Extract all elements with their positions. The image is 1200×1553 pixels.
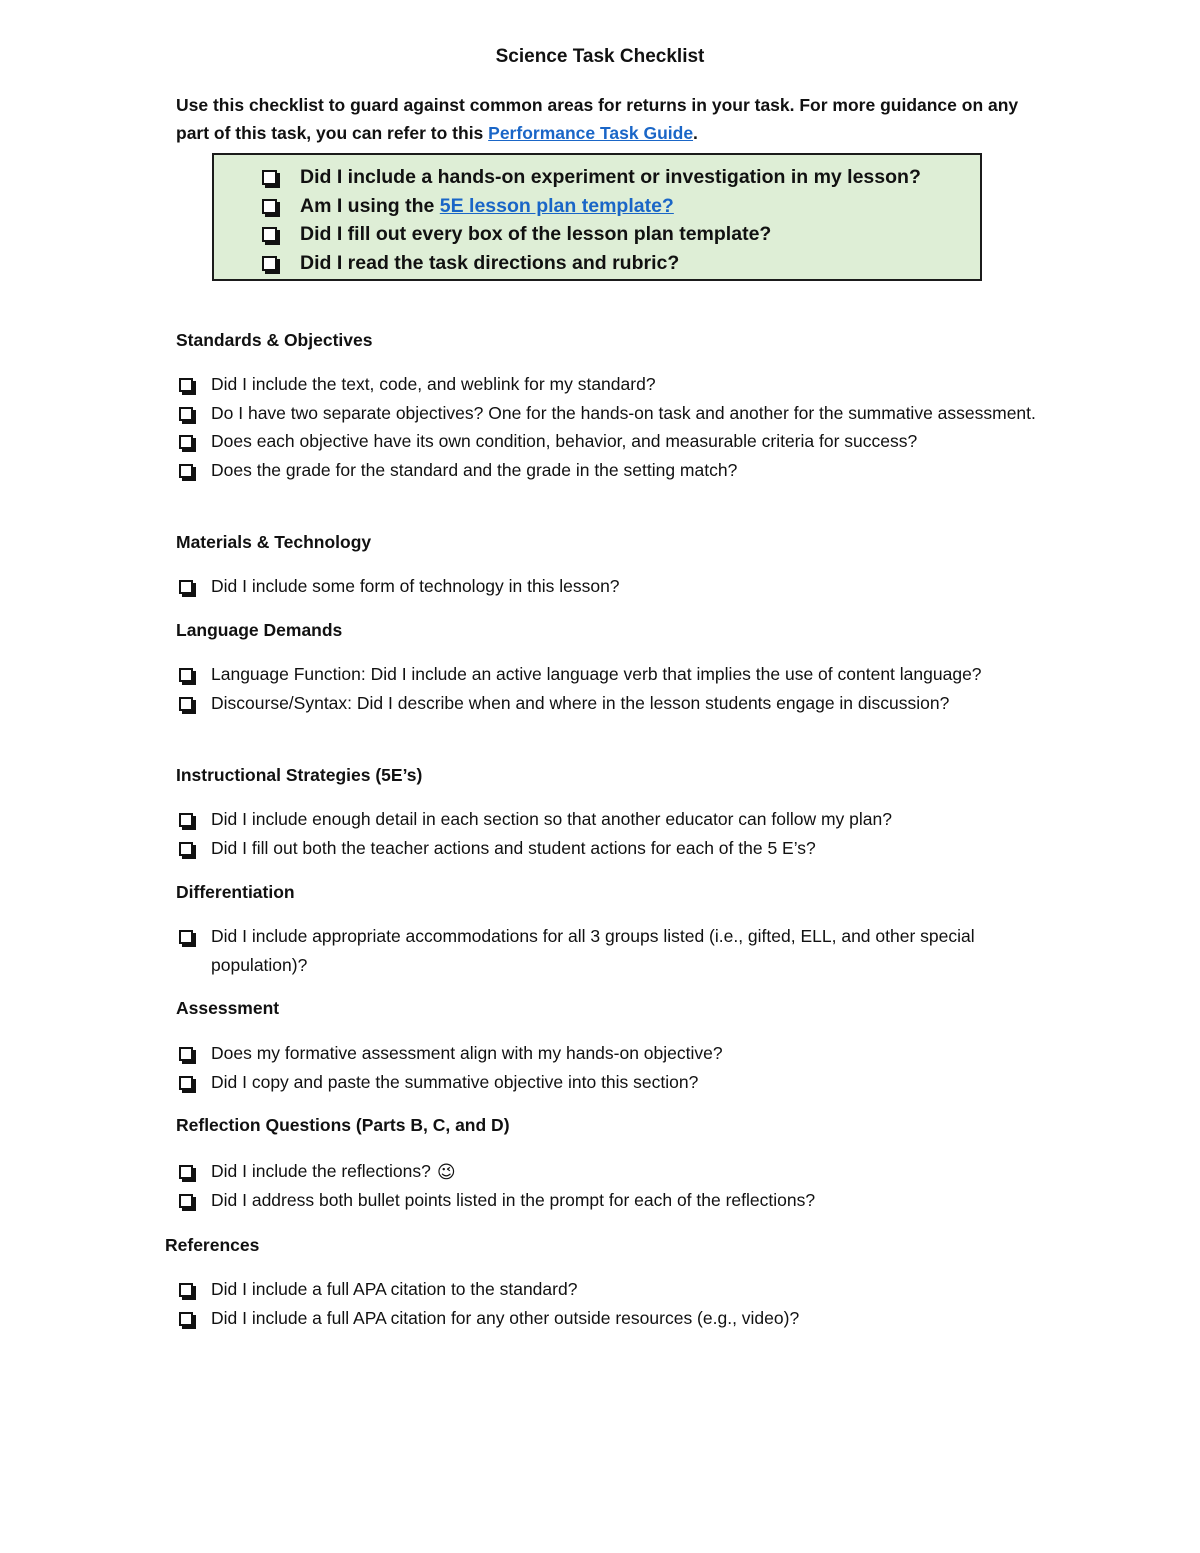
checkbox-icon[interactable] bbox=[179, 930, 193, 944]
checkbox-icon[interactable] bbox=[179, 378, 193, 392]
list-item bbox=[176, 1304, 1056, 1333]
list-item bbox=[176, 399, 1056, 428]
checkbox-icon[interactable] bbox=[179, 813, 193, 827]
callout-item-label: Did I fill out every box of the lesson plan template? bbox=[300, 223, 772, 245]
checkbox-icon[interactable] bbox=[179, 668, 193, 682]
reflection-questions-list bbox=[176, 1157, 1056, 1214]
list-item bbox=[176, 922, 1056, 979]
checkbox-icon[interactable] bbox=[179, 1076, 193, 1090]
list-item-label: Did I include the text, code, and weblink for my standard? bbox=[211, 374, 656, 394]
section-heading-instructional-strategies: Instructional Strategies (5E’s) bbox=[176, 765, 423, 785]
checkbox-icon[interactable] bbox=[179, 1165, 193, 1179]
checkbox-icon[interactable] bbox=[179, 464, 193, 478]
list-item-label: Did I include a full APA citation for any other outside resources (e.g., video)? bbox=[211, 1307, 800, 1328]
checkbox-icon[interactable] bbox=[179, 407, 193, 421]
list-item-label: Did I include appropriate accommodations for all 3 groups listed (i.e., gifted, ELL, and other special population)? bbox=[211, 926, 975, 975]
checkbox-icon[interactable] bbox=[179, 435, 193, 449]
language-demands-list bbox=[176, 660, 1056, 717]
list-item-label: Did I include the reflections? bbox=[211, 1161, 431, 1181]
references-list bbox=[176, 1275, 1056, 1332]
checkbox-icon[interactable] bbox=[179, 1047, 193, 1061]
list-item-label: Did I address both bullet points listed in the prompt for each of the reflections? bbox=[211, 1189, 816, 1210]
checkbox-icon[interactable] bbox=[262, 227, 277, 242]
checkbox-icon[interactable] bbox=[179, 1283, 193, 1297]
list-item bbox=[176, 427, 1056, 456]
list-item-label: Discourse/Syntax: Did I describe when and where in the lesson students engage in discussion? bbox=[211, 692, 950, 713]
callout-item bbox=[214, 192, 980, 221]
callout-item bbox=[214, 249, 980, 278]
section-heading-language-demands: Language Demands bbox=[176, 620, 343, 640]
list-item-label: Does my formative assessment align with my hands-on objective? bbox=[211, 1043, 723, 1063]
list-item bbox=[176, 1275, 1056, 1304]
list-item bbox=[176, 805, 1056, 834]
list-item-label: Did I include enough detail in each section so that another educator can follow my plan? bbox=[211, 809, 892, 829]
list-item bbox=[176, 572, 1056, 601]
materials-technology-list bbox=[176, 572, 1056, 601]
callout-item bbox=[214, 220, 980, 249]
list-item bbox=[176, 456, 1056, 485]
section-heading-standards-objectives: Standards & Objectives bbox=[176, 330, 373, 350]
callout-item bbox=[214, 163, 980, 192]
differentiation-list bbox=[176, 922, 1056, 979]
list-item bbox=[176, 689, 1056, 718]
list-item-label: Did I copy and paste the summative objective into this section? bbox=[211, 1071, 699, 1092]
callout-item-label: Did I include a hands-on experiment or investigation in my lesson? bbox=[300, 166, 921, 188]
instructional-strategies-list bbox=[176, 805, 1056, 862]
list-item-label: Did I fill out both the teacher actions and student actions for each of the 5 E’s? bbox=[211, 837, 816, 858]
list-item bbox=[176, 1068, 1056, 1097]
list-item-label: Do I have two separate objectives? One for the hands-on task and another for the summative assessment. bbox=[211, 402, 1036, 423]
key-checklist-box bbox=[212, 153, 982, 281]
checkbox-icon[interactable] bbox=[179, 1194, 193, 1208]
section-heading-differentiation: Differentiation bbox=[176, 882, 295, 902]
list-item-label: Does the grade for the standard and the grade in the setting match? bbox=[211, 459, 738, 480]
checkbox-icon[interactable] bbox=[262, 170, 277, 185]
list-item bbox=[176, 834, 1056, 863]
5e-lesson-plan-template-link[interactable]: 5E lesson plan template? bbox=[439, 194, 674, 217]
winking-face-icon: 😉 bbox=[436, 1162, 456, 1182]
checkbox-icon[interactable] bbox=[262, 256, 277, 271]
checkbox-icon[interactable] bbox=[179, 580, 193, 594]
checkbox-icon[interactable] bbox=[262, 199, 277, 214]
standards-objectives-list bbox=[176, 370, 1056, 484]
assessment-list bbox=[176, 1039, 1056, 1096]
list-item bbox=[176, 1186, 1056, 1215]
list-item bbox=[176, 370, 1056, 399]
list-item bbox=[176, 660, 1056, 689]
list-item-label: Did I include a full APA citation to the standard? bbox=[211, 1279, 578, 1299]
section-heading-materials-technology: Materials & Technology bbox=[176, 532, 372, 552]
checkbox-icon[interactable] bbox=[179, 697, 193, 711]
page-title: Science Task Checklist bbox=[495, 46, 705, 67]
callout-item-label: Did I read the task directions and rubric? bbox=[300, 251, 680, 274]
callout-item-label: Am I using the bbox=[300, 194, 440, 217]
checkbox-icon[interactable] bbox=[179, 842, 193, 856]
intro-paragraph bbox=[176, 91, 1056, 147]
performance-task-guide-link[interactable]: Performance Task Guide bbox=[488, 123, 694, 143]
list-item-label: Language Function: Did I include an active language verb that implies the use of content language? bbox=[211, 664, 982, 684]
intro-text: Use this checklist to guard against common areas for returns in your task. For more guidance on any part of this task, you can refer to this bbox=[176, 95, 1019, 143]
list-item-label: Does each objective have its own condition, behavior, and measurable criteria for success? bbox=[211, 431, 918, 451]
section-heading-references: References bbox=[165, 1235, 260, 1255]
section-heading-reflection-questions: Reflection Questions (Parts B, C, and D) bbox=[176, 1115, 510, 1135]
list-item bbox=[176, 1157, 1056, 1186]
intro-period: . bbox=[693, 123, 698, 143]
list-item bbox=[176, 1039, 1056, 1068]
list-item-label: Did I include some form of technology in this lesson? bbox=[211, 576, 620, 596]
checkbox-icon[interactable] bbox=[179, 1312, 193, 1326]
section-heading-assessment: Assessment bbox=[176, 998, 280, 1018]
